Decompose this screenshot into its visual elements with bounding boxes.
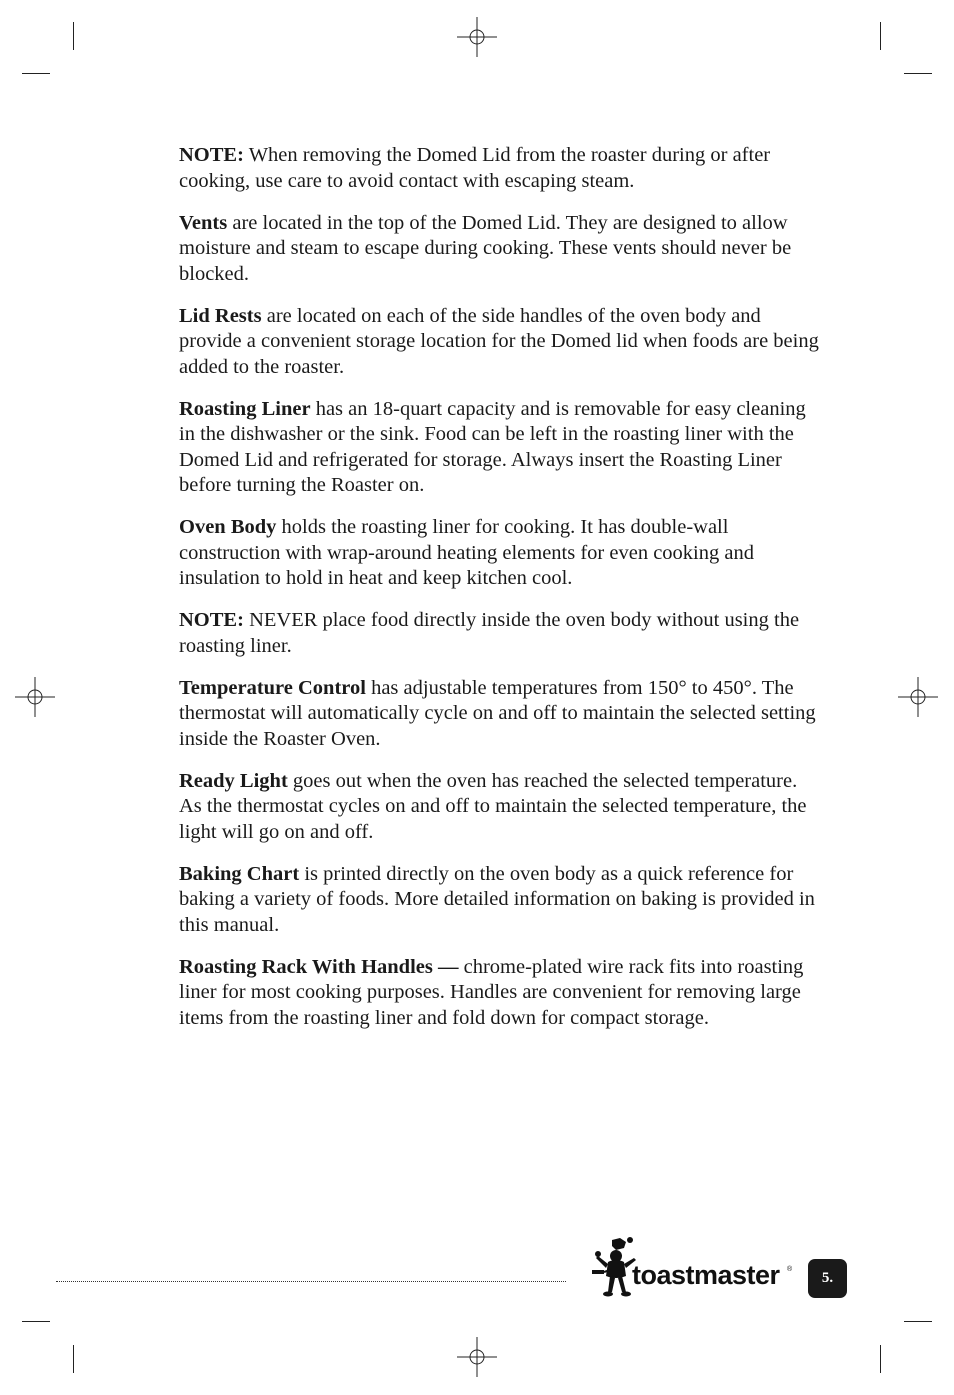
paragraph-lid-rests [179, 304, 819, 381]
paragraph-note-domed-lid [179, 143, 819, 194]
paragraph-roasting-rack [179, 955, 819, 1032]
registration-mark-right [898, 677, 938, 717]
description: NEVER place food directly inside the oven body without using the roasting liner. [179, 609, 800, 657]
crop-mark [904, 73, 932, 74]
crop-mark [22, 1321, 50, 1322]
crop-mark [904, 1321, 932, 1322]
term: Roasting Rack With Handles — [179, 955, 459, 978]
description: are located in the top of the Domed Lid. They are designed to allow moisture and steam to escape during cooking. These vents should never be blocked. [179, 211, 792, 285]
term: Vents [179, 211, 228, 234]
crop-mark [73, 22, 74, 50]
crop-mark [880, 1345, 881, 1373]
registration-mark-bottom [457, 1337, 497, 1377]
crop-mark [73, 1345, 74, 1373]
term: NOTE: [179, 609, 244, 631]
paragraph-oven-body [179, 515, 819, 592]
paragraph-vents [179, 211, 819, 288]
description: has adjustable temperatures from 150° to 450°. The thermostat will automatically cycle on and off to maintain the selected setting inside the Roaster Oven. [179, 676, 816, 750]
term: Oven Body [179, 516, 277, 538]
description: has an 18-quart capacity and is removable for easy cleaning in the dishwasher or the sink. Food can be left in the roasting liner with the Domed Lid and refrigerated for storage. Always insert the Roasting Liner before turning the Roaster on. [179, 397, 806, 496]
term: NOTE: [179, 144, 244, 166]
manual-body-text [179, 143, 819, 1048]
description: When removing the Domed Lid from the roaster during or after cooking, use care to avoid contact with escaping steam. [179, 144, 771, 192]
paragraph-ready-light [179, 769, 819, 846]
registration-mark-left [15, 677, 55, 717]
description: chrome-plated wire rack fits into roasting liner for most cooking purposes. Handles are convenient for removing large items from the roasting liner and fold down for compact storage. [179, 955, 804, 1029]
paragraph-baking-chart [179, 862, 819, 939]
paragraph-note-roasting-liner [179, 608, 819, 659]
brand-wordmark: toastmaster [632, 1260, 780, 1290]
page-number: 5. [821, 1270, 834, 1286]
description: are located on each of the side handles of the oven body and provide a convenient storage location for the Domed lid when foods are being added to the roaster. [179, 304, 819, 378]
term: Roasting Liner [179, 397, 311, 420]
page-number-badge [808, 1259, 847, 1298]
description: holds the roasting liner for cooking. It has double-wall construction with wrap-around heating elements for even cooking and insulation to hold in heat and keep kitchen cool. [179, 516, 754, 589]
term: Lid Rests [179, 304, 262, 327]
description: is printed directly on the oven body as a quick reference for baking a variety of foods. More detailed information on baking is provided in this manual. [179, 862, 815, 936]
crop-mark [22, 73, 50, 74]
footer-dotted-rule [56, 1281, 566, 1282]
registration-mark-top [457, 17, 497, 57]
term: Temperature Control [179, 676, 366, 699]
brand-logo [590, 1236, 800, 1302]
paragraph-roasting-liner [179, 397, 819, 499]
description: goes out when the oven has reached the selected temperature. As the thermostat cycles on and off to maintain the selected temperature, the light will go on and off. [179, 769, 807, 843]
registered-mark: ® [787, 1266, 793, 1273]
paragraph-temperature-control [179, 676, 819, 753]
crop-mark [880, 22, 881, 50]
term: Baking Chart [179, 862, 300, 885]
term: Ready Light [179, 769, 288, 792]
